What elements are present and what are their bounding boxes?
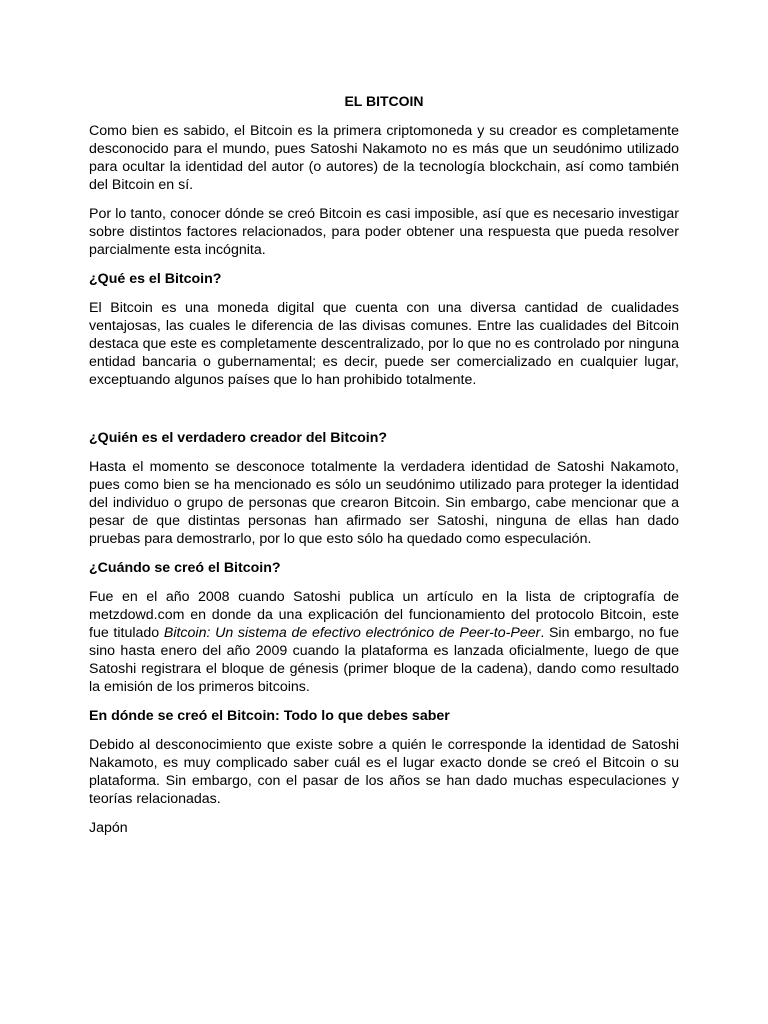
- section-heading-when-created: ¿Cuándo se creó el Bitcoin?: [89, 560, 281, 576]
- intro-paragraph-2: Por lo tanto, conocer dónde se creó Bitcoin es casi imposible, así que es necesario investigar sobre distintos factores relacionados, para poder obtener una respuesta que pueda resolver parcialmente esta incógnita.: [89, 206, 679, 258]
- section-body-when-created-part-2: . Sin embargo, no fue sino hasta enero del año 2009 cuando la plataforma es lanzada oficialmente, luego de que Satoshi registrara el bloque de génesis (primer bloque de la cadena), dando como resultado la emisión de los primeros bitcoins.: [89, 625, 680, 695]
- section-heading-what-is-bitcoin: ¿Qué es el Bitcoin?: [89, 271, 222, 287]
- section-heading-true-creator: ¿Quién es el verdadero creador del Bitcoin?: [89, 430, 388, 446]
- intro-paragraph-1: Como bien es sabido, el Bitcoin es la primera criptomoneda y su creador es completamente desconocido para el mundo, pues Satoshi Nakamoto no es más que un seudónimo utilizado para ocultar la identidad del autor (o autores) de la tecnología blockchain, así como también del Bitcoin en sí.: [89, 123, 679, 193]
- section-body-what-is-bitcoin: El Bitcoin es una moneda digital que cuenta con una diversa cantidad de cualidades ventajosas, las cuales le diferencia de las divisas comunes. Entre las cualidades del Bitcoin destaca que este es completamente descentralizado, por lo que no es controlado por ninguna entidad bancaria o gubernamental; es decir, puede ser comercializado en cualquier lugar, exceptuando algunos países que lo han prohibido totalmente.: [89, 300, 679, 388]
- trailing-text-japan: Japón: [89, 820, 128, 836]
- section-heading-where-created: En dónde se creó el Bitcoin: Todo lo que debes saber: [89, 708, 450, 724]
- section-body-when-created-part-1: Fue en el año 2008 cuando Satoshi publica un artículo en la lista de criptografía de metzdowd.com en donde da una explicación del funcionamiento del protocolo Bitcoin, este fue titulado: [89, 589, 679, 641]
- section-body-true-creator: Hasta el momento se desconoce totalmente la verdadera identidad de Satoshi Nakamoto, pues como bien se ha mencionado es sólo un seudónimo utilizado para proteger la identidad del individuo o grupo de personas que crearon Bitcoin. Sin embargo, cabe mencionar que a pesar de que distintas personas han afirmado ser Satoshi, ninguna de ellas han dado pruebas para demostrarlo, por lo que esto sólo ha quedado como especulación.: [89, 459, 679, 547]
- document-title: EL BITCOIN: [344, 93, 424, 109]
- paper-title-italic: Bitcoin: Un sistema de efectivo electrónico de Peer-to-Peer: [163, 625, 541, 641]
- blank-line: [89, 400, 679, 429]
- section-body-when-created: [89, 588, 679, 696]
- section-body-where-created: Debido al desconocimiento que existe sobre a quién le corresponde la identidad de Satoshi Nakamoto, es muy complicado saber cuál es el lugar exacto donde se creó el Bitcoin o su plataforma. Sin embargo, con el pasar de los años se han dado muchas especulaciones y teorías relacionadas.: [89, 737, 679, 807]
